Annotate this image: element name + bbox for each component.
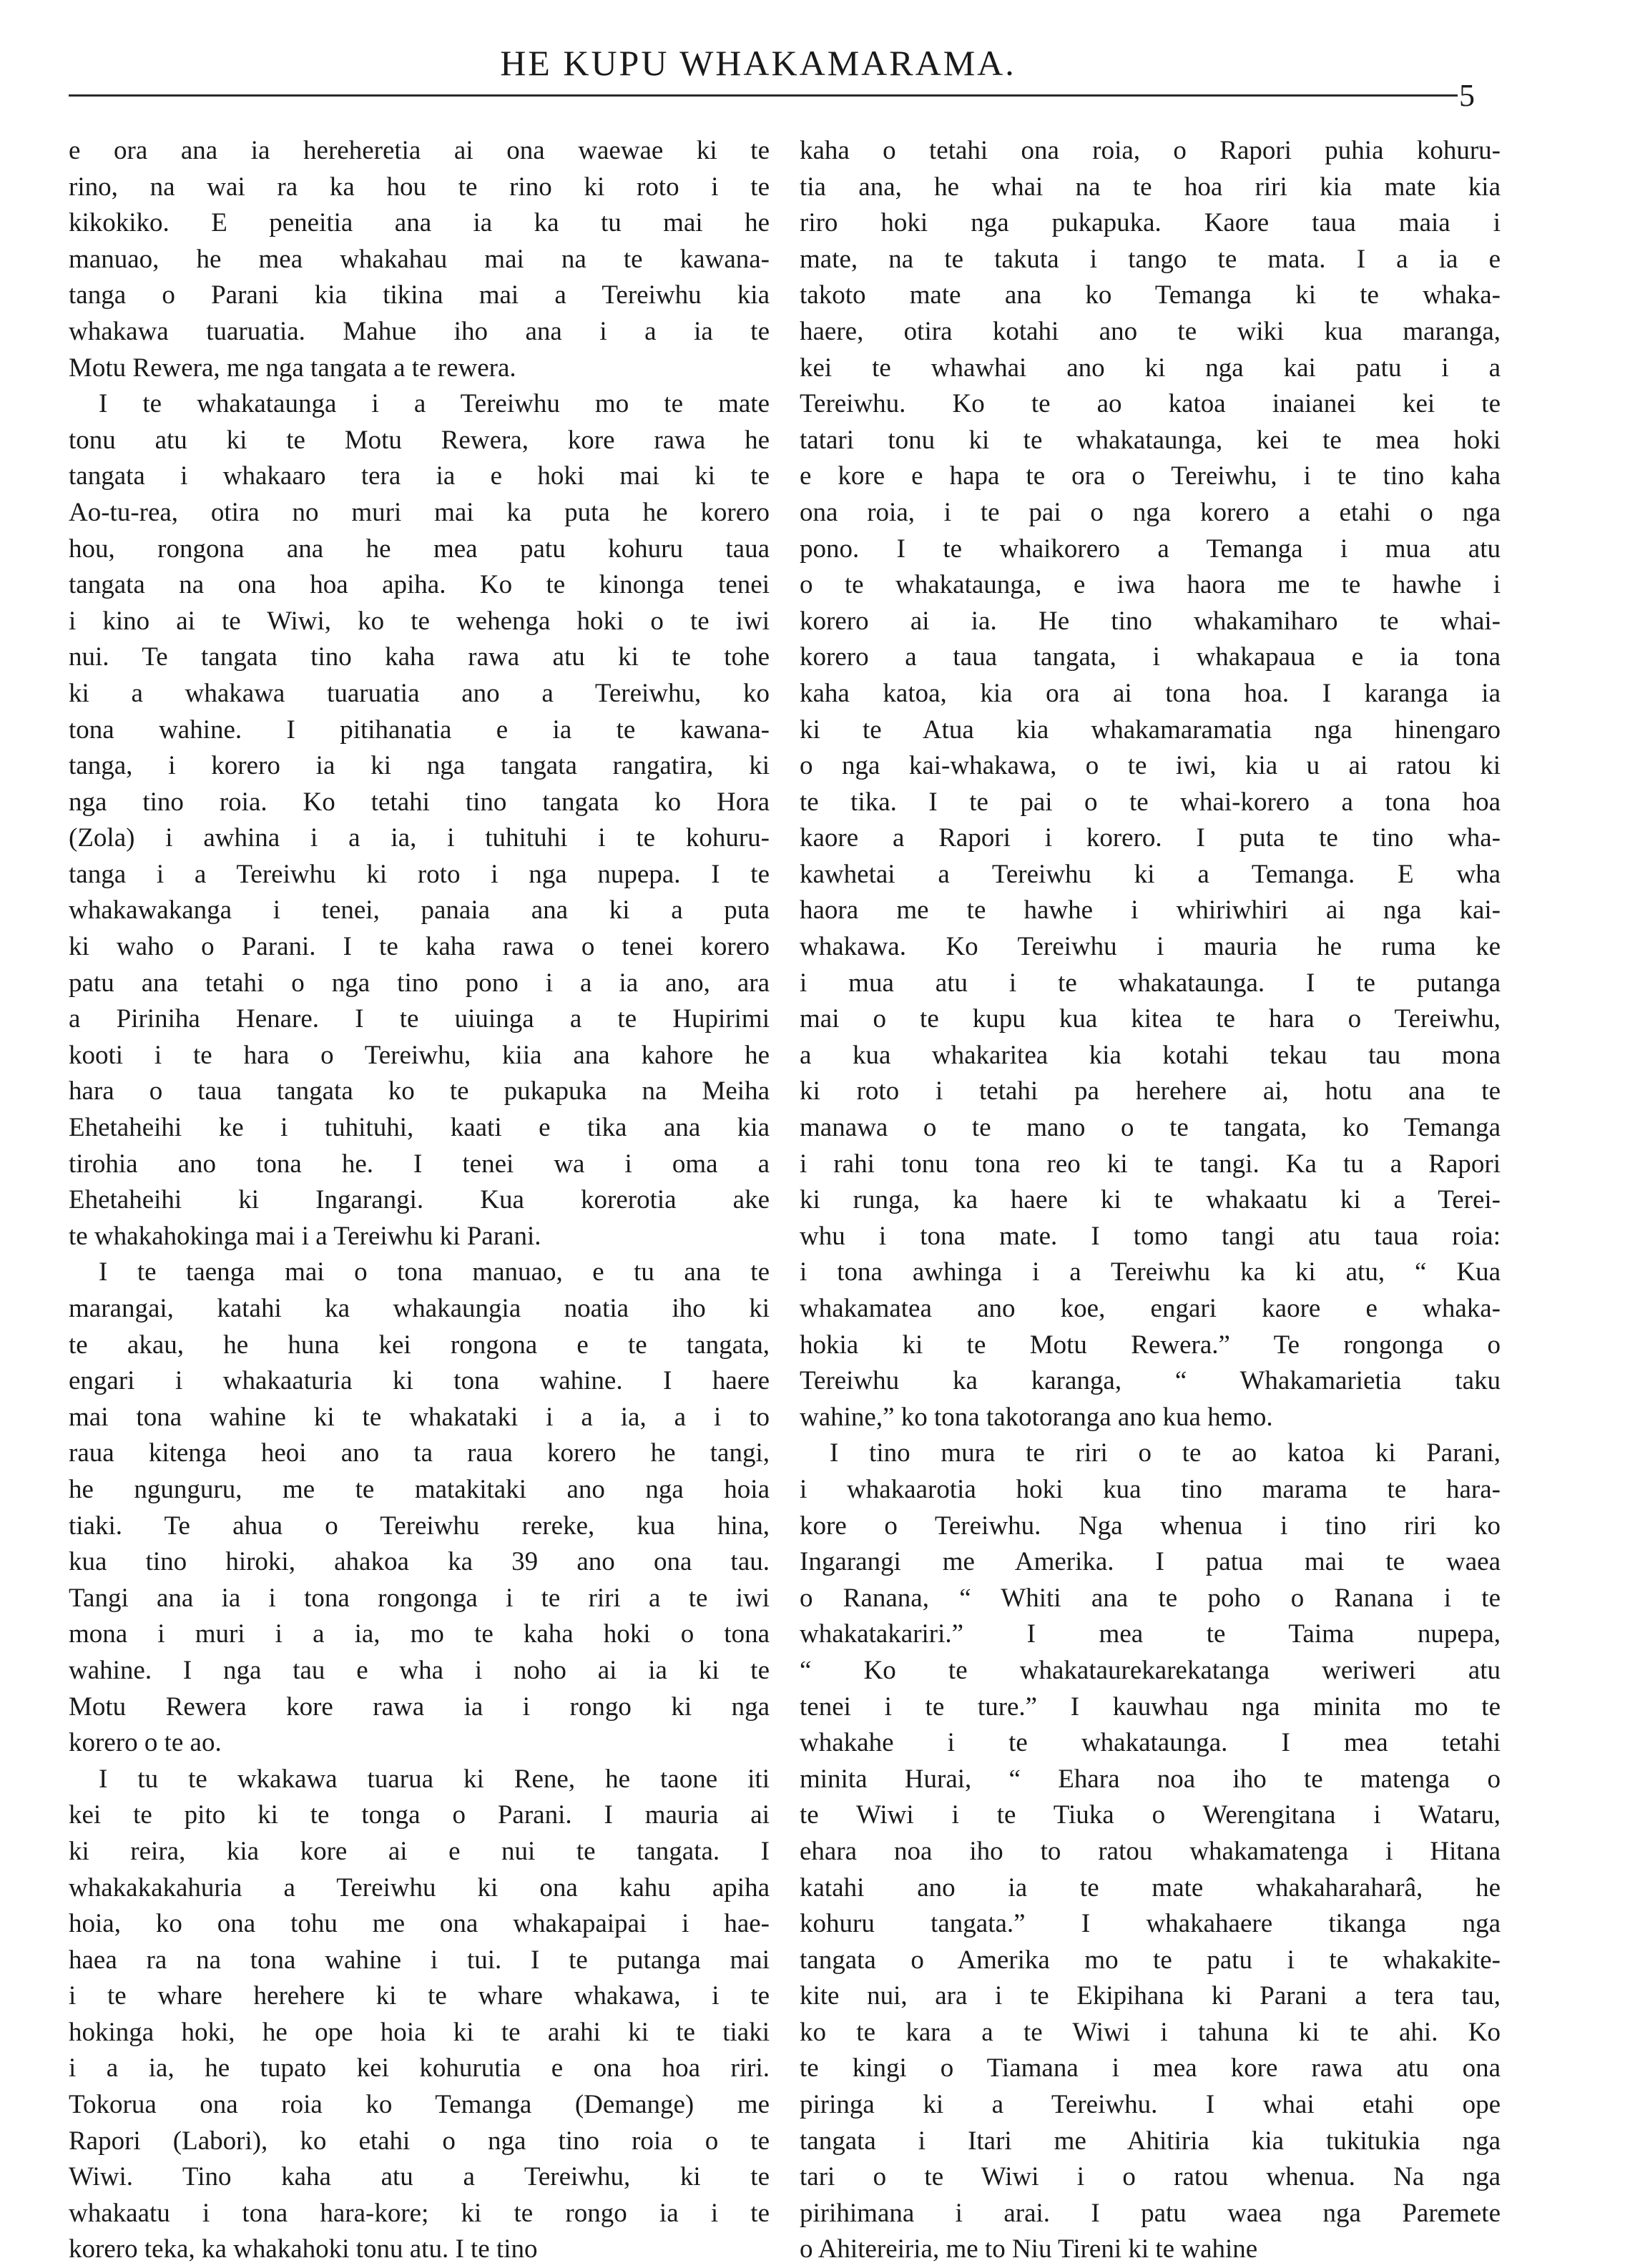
- text-line: haere, otira kotahi ano te wiki kua maranga,: [800, 316, 1501, 346]
- running-header: [0, 0, 1630, 113]
- text-line: nui. Te tangata tino kaha rawa atu ki te tohe: [69, 642, 770, 672]
- text-line: kore o Tereiwhu. Nga whenua i tino riri ko: [800, 1511, 1501, 1541]
- text-line: I tino mura te riri o te ao katoa ki Parani,: [830, 1438, 1501, 1468]
- text-line: whakaatu i tona hara-kore; ki te rongo ia i te: [69, 2198, 770, 2228]
- text-line: tia ana, he whai na te hoa riri kia mate kia: [800, 172, 1501, 202]
- text-line: te akau, he huna kei rongona e te tangata,: [69, 1330, 770, 1360]
- text-line: ki waho o Parani. I te kaha rawa o tenei korero: [69, 932, 770, 962]
- text-line: kikokiko. E peneitia ana ia ka tu mai he: [69, 208, 770, 238]
- text-line: Ao-tu-rea, otira no muri mai ka puta he korero: [69, 497, 770, 527]
- text-line: manuao, he mea whakahau mai na te kawana-: [69, 244, 770, 274]
- left-text-column: [69, 133, 770, 2268]
- text-line: ki a whakawa tuaruatia ano a Tereiwhu, ko: [69, 678, 770, 708]
- text-line: haea ra na tona wahine i tui. I te putanga mai: [69, 1945, 770, 1975]
- text-line: i mua atu i te whakataunga. I te putanga: [800, 968, 1501, 998]
- text-line: I tu te wkakawa tuarua ki Rene, he taone iti: [99, 1764, 770, 1794]
- text-line: te whakahokinga mai i a Tereiwhu ki Parani.: [69, 1221, 541, 1251]
- text-line: a Piriniha Henare. I te uiuinga a te Hupirimi: [69, 1004, 770, 1034]
- text-line: nga tino roia. Ko tetahi tino tangata ko Hora: [69, 787, 770, 817]
- text-line: ehara noa iho to ratou whakamatenga i Hitana: [800, 1836, 1501, 1866]
- text-line: o Ranana, “ Whiti ana te poho o Ranana i te: [800, 1583, 1501, 1613]
- text-line: tenei i te ture.” I kauwhau nga minita mo te: [800, 1692, 1501, 1722]
- text-line: piringa ki a Tereiwhu. I whai etahi ope: [800, 2090, 1501, 2120]
- text-line: Motu Rewera, me nga tangata a te rewera.: [69, 353, 516, 383]
- text-line: tangata o Amerika mo te patu i te whakakite-: [800, 1945, 1501, 1975]
- text-line: Tereiwhu. Ko te ao katoa inaianei kei te: [800, 389, 1501, 419]
- text-line: korero a taua tangata, i whakapaua e ia tona: [800, 642, 1501, 672]
- text-line: tangata i whakaaro tera ia e hoki mai ki te: [69, 461, 770, 491]
- text-line: te kingi o Tiamana i mea kore rawa atu ona: [800, 2053, 1501, 2083]
- text-line: Tokorua ona roia ko Temanga (Demange) me: [69, 2090, 770, 2120]
- text-line: takoto mate ana ko Temanga ki te whaka-: [800, 280, 1501, 310]
- text-line: hoia, ko ona tohu me ona whakapaipai i hae-: [69, 1909, 770, 1939]
- text-line: pono. I te whaikorero a Temanga i mua atu: [800, 534, 1501, 564]
- text-line: o nga kai-whakawa, o te iwi, kia u ai ratou ki: [800, 751, 1501, 781]
- text-line: whakawa tuaruatia. Mahue iho ana i a ia te: [69, 316, 770, 346]
- header-rule: [69, 94, 1458, 97]
- text-line: te tika. I te pai o te whai-korero a tona hoa: [800, 787, 1501, 817]
- text-line: engari i whakaaturia ki tona wahine. I haere: [69, 1366, 770, 1396]
- text-line: whakatakariri.” I mea te Taima nupepa,: [800, 1619, 1501, 1649]
- text-line: hokia ki te Motu Rewera.” Te rongonga o: [800, 1330, 1501, 1360]
- text-line: rino, na wai ra ka hou te rino ki roto i te: [69, 172, 770, 202]
- text-line: kua tino hiroki, ahakoa ka 39 ano ona tau.: [69, 1547, 770, 1577]
- text-line: tangata i Itari me Ahitiria kia tukitukia nga: [800, 2126, 1501, 2156]
- text-line: kooti i te hara o Tereiwhu, kiia ana kahore he: [69, 1040, 770, 1070]
- text-line: (Zola) i awhina i a ia, i tuhituhi i te kohuru-: [69, 823, 770, 853]
- text-line: ki te Atua kia whakamaramatia nga hinengaro: [800, 715, 1501, 745]
- text-line: Rapori (Labori), ko etahi o nga tino roia o te: [69, 2126, 770, 2156]
- text-line: pirihimana i arai. I patu waea nga Paremete: [800, 2198, 1501, 2228]
- text-line: tonu atu ki te Motu Rewera, kore rawa he: [69, 425, 770, 455]
- text-line: Motu Rewera kore rawa ia i rongo ki nga: [69, 1692, 770, 1722]
- text-line: “ Ko te whakataurekarekatanga weriweri atu: [800, 1655, 1501, 1685]
- text-line: mai o te kupu kua kitea te hara o Tereiwhu,: [800, 1004, 1501, 1034]
- text-line: ona roia, i te pai o nga korero a etahi o nga: [800, 497, 1501, 527]
- text-line: mona i muri i a ia, mo te kaha hoki o tona: [69, 1619, 770, 1649]
- text-line: i tona awhinga i a Tereiwhu ka ki atu, “ Kua: [800, 1257, 1501, 1287]
- text-line: mai tona wahine ki te whakataki i a ia, a i to: [69, 1402, 770, 1432]
- text-line: whu i tona mate. I tomo tangi atu taua roia:: [800, 1221, 1501, 1251]
- text-line: I te taenga mai o tona manuao, e tu ana te: [99, 1257, 770, 1287]
- text-line: kaha katoa, kia ora ai tona hoa. I karanga ia: [800, 678, 1501, 708]
- page-number: 5: [1459, 78, 1475, 113]
- text-line: tona wahine. I pitihanatia e ia te kawana-: [69, 715, 770, 745]
- text-line: i a ia, he tupato kei kohurutia e ona hoa riri.: [69, 2053, 770, 2083]
- text-line: tanga, i korero ia ki nga tangata rangatira, ki: [69, 751, 770, 781]
- text-line: kei te pito ki te tonga o Parani. I mauria ai: [69, 1800, 770, 1830]
- page-title: HE KUPU WHAKAMARAMA.: [500, 43, 1016, 83]
- text-line: korero o te ao.: [69, 1728, 222, 1758]
- text-line: kohuru tangata.” I whakahaere tikanga nga: [800, 1909, 1501, 1939]
- text-line: manawa o te mano o te tangata, ko Temanga: [800, 1113, 1501, 1143]
- text-line: mate, na te takuta i tango te mata. I a ia e: [800, 244, 1501, 274]
- text-line: i kino ai te Wiwi, ko te wehenga hoki o te iwi: [69, 606, 770, 636]
- text-line: i whakaarotia hoki kua tino marama te hara-: [800, 1474, 1501, 1504]
- text-line: Ehetaheihi ki Ingarangi. Kua korerotia ake: [69, 1185, 770, 1215]
- text-line: tanga i a Tereiwhu ki roto i nga nupepa. I te: [69, 859, 770, 889]
- text-line: tangata na ona hoa apiha. Ko te kinonga tenei: [69, 570, 770, 600]
- text-line: i rahi tonu tona reo ki te tangi. Ka tu a Rapori: [800, 1149, 1501, 1179]
- text-line: ko te kara a te Wiwi i tahuna ki te ahi. Ko: [800, 2017, 1501, 2047]
- text-line: Ingarangi me Amerika. I patua mai te waea: [800, 1547, 1501, 1577]
- right-text-column: [800, 133, 1501, 2268]
- text-line: he ngunguru, me te matakitaki ano nga hoia: [69, 1474, 770, 1504]
- text-line: e kore e hapa te ora o Tereiwhu, i te tino kaha: [800, 461, 1501, 491]
- text-line: hokinga hoki, he ope hoia ki te arahi ki te tiaki: [69, 2017, 770, 2047]
- text-line: patu ana tetahi o nga tino pono i a ia ano, ara: [69, 968, 770, 998]
- text-line: tari o te Wiwi i o ratou whenua. Na nga: [800, 2162, 1501, 2192]
- text-line: raua kitenga heoi ano ta raua korero he tangi,: [69, 1438, 770, 1468]
- text-line: whakahe i te whakataunga. I mea tetahi: [800, 1728, 1501, 1758]
- text-line: o Ahitereiria, me to Niu Tireni ki te wahine: [800, 2234, 1258, 2264]
- text-line: marangai, katahi ka whakaungia noatia iho ki: [69, 1294, 770, 1323]
- text-line: wahine,” ko tona takotoranga ano kua hemo.: [800, 1402, 1273, 1432]
- text-line: hou, rongona ana he mea patu kohuru taua: [69, 534, 770, 564]
- text-line: I te whakataunga i a Tereiwhu mo te mate: [99, 389, 770, 419]
- text-line: kite nui, ara i te Ekipihana ki Parani a tera tau,: [800, 1981, 1501, 2011]
- text-line: kawhetai a Tereiwhu ki a Temanga. E wha: [800, 859, 1501, 889]
- text-line: Tangi ana ia i tona rongonga i te riri a te iwi: [69, 1583, 770, 1613]
- text-line: Tereiwhu ka karanga, “ Whakamarietia taku: [800, 1366, 1501, 1396]
- text-line: Ehetaheihi ke i tuhituhi, kaati e tika ana kia: [69, 1113, 770, 1143]
- text-line: whakakakahuria a Tereiwhu ki ona kahu apiha: [69, 1872, 770, 1903]
- text-line: te Wiwi i te Tiuka o Werengitana i Wataru,: [800, 1800, 1501, 1830]
- text-line: Wiwi. Tino kaha atu a Tereiwhu, ki te: [69, 2162, 770, 2192]
- text-line: kaore a Rapori i korero. I puta te tino wha-: [800, 823, 1501, 853]
- text-line: kaha o tetahi ona roia, o Rapori puhia kohuru-: [800, 136, 1501, 165]
- text-line: a kua whakaritea kia kotahi tekau tau mona: [800, 1040, 1501, 1070]
- text-line: whakawa. Ko Tereiwhu i mauria he ruma ke: [800, 932, 1501, 962]
- text-line: ki roto i tetahi pa herehere ai, hotu ana te: [800, 1076, 1501, 1106]
- text-line: ki runga, ka haere ki te whakaatu ki a Terei-: [800, 1185, 1501, 1215]
- text-line: tiaki. Te ahua o Tereiwhu rereke, kua hina,: [69, 1511, 770, 1541]
- text-line: whakamatea ano koe, engari kaore e whaka-: [800, 1294, 1501, 1323]
- text-line: wahine. I nga tau e wha i noho ai ia ki te: [69, 1655, 770, 1685]
- text-line: ki reira, kia kore ai e nui te tangata. I: [69, 1836, 770, 1866]
- text-line: korero ai ia. He tino whakamiharo te whai-: [800, 606, 1501, 636]
- text-line: hara o taua tangata ko te pukapuka na Meiha: [69, 1076, 770, 1106]
- text-line: o te whakataunga, e iwa haora me te hawhe i: [800, 570, 1501, 600]
- text-line: e ora ana ia hereheretia ai ona waewae ki te: [69, 136, 770, 165]
- text-line: kei te whawhai ano ki nga kai patu i a: [800, 353, 1501, 383]
- text-line: katahi ano ia te mate whakaharaharâ, he: [800, 1872, 1501, 1903]
- text-line: whakawakanga i tenei, panaia ana ki a puta: [69, 895, 770, 926]
- text-line: tirohia ano tona he. I tenei wa i oma a: [69, 1149, 770, 1179]
- text-line: korero teka, ka whakahoki tonu atu. I te tino: [69, 2234, 538, 2264]
- text-line: tatari tonu ki te whakataunga, kei te mea hoki: [800, 425, 1501, 455]
- text-line: riro hoki nga pukapuka. Kaore taua maia i: [800, 208, 1501, 238]
- text-line: minita Hurai, “ Ehara noa iho te matenga o: [800, 1764, 1501, 1794]
- text-line: tanga o Parani kia tikina mai a Tereiwhu kia: [69, 280, 770, 310]
- text-line: i te whare herehere ki te whare whakawa, i te: [69, 1981, 770, 2011]
- text-line: haora me te hawhe i whiriwhiri ai nga kai-: [800, 895, 1501, 926]
